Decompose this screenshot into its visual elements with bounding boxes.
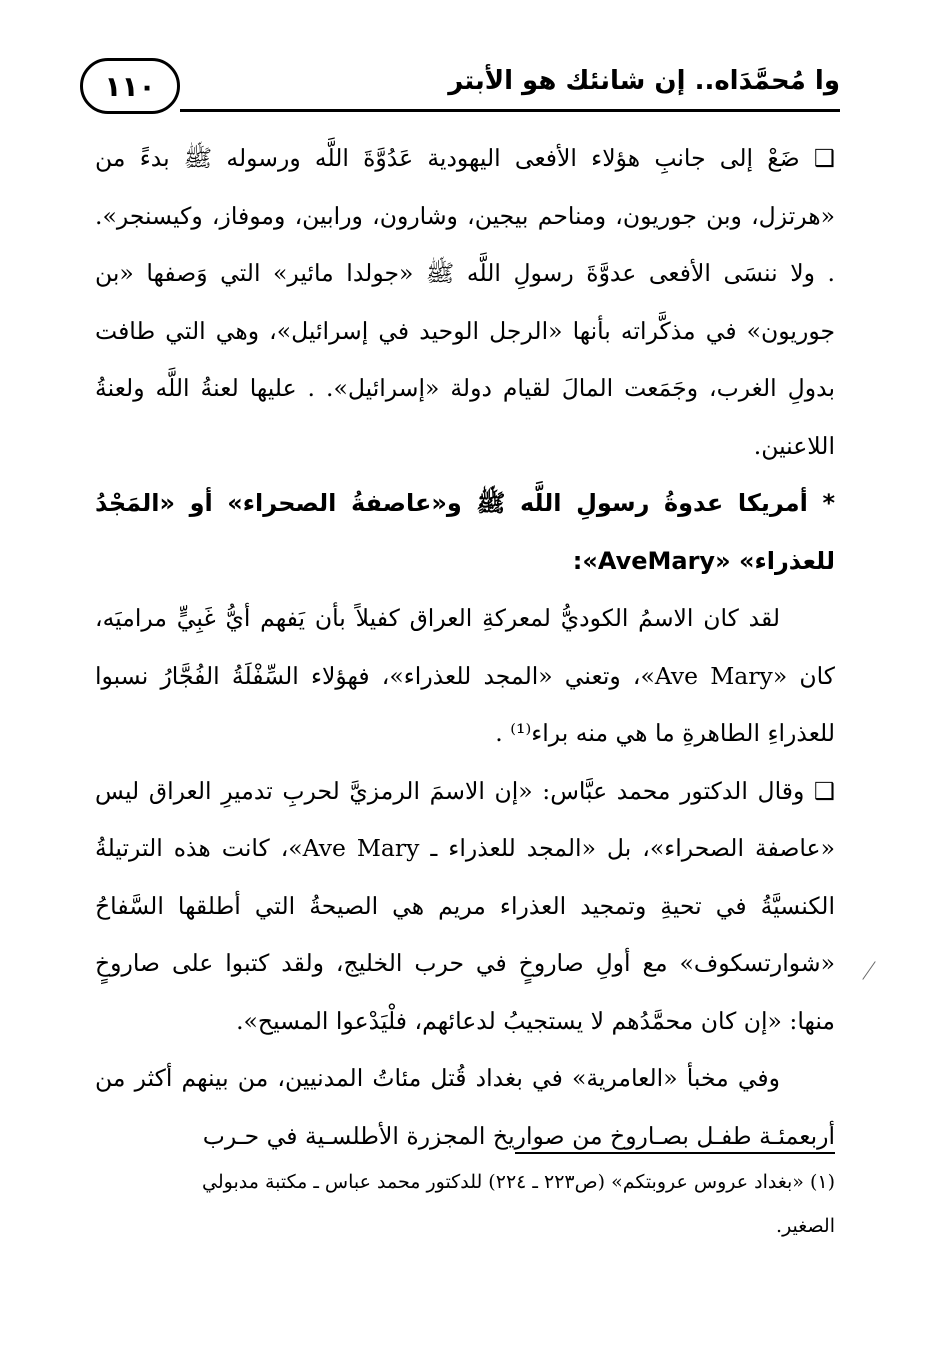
text-line: وكيسنجر». . ولا ننسَى الأفعى عدوَّةَ رسولِ اللَّه ﷺ «جولدا مائير» التي: [95, 201, 835, 287]
text-line: لعنةُ اللَّه ولعنةُ اللاعنين.: [95, 374, 835, 460]
paragraph-3: [95, 590, 835, 763]
page-number: ١١٠: [104, 69, 156, 103]
heading-line: «AveMary»:: [572, 546, 731, 575]
text-line: من «هرتزل، وبن جوريون، ومناحم بيجين، وشارون، ورابين، وموفاز،: [95, 144, 835, 230]
text-line: وفي مخبأ «العامرية» في بغداد قُتل مئاتُ المدنيين، من بينهم أكثر من: [95, 1064, 780, 1092]
paragraph-5: [95, 1050, 835, 1165]
paragraph-1: [95, 130, 835, 475]
text-line: للعذراءِ الطاهرةِ ما هي منه براء⁽¹⁾ .: [495, 719, 835, 747]
text-line: السَّفاحُ «شوارتسكوف» مع أولِ صاروخٍ في حرب الخليج، ولقد كتبوا على: [95, 891, 835, 977]
text-line: هذه الترتيلةُ الكنسيَّةُ في تحيةِ وتمجيد العذراء مريم هي الصيحةُ التي أطلقها: [95, 834, 835, 920]
footnote-line: الصغير.: [776, 1215, 835, 1237]
text-line: التي طافت بدولِ الغرب، وجَمَعت المالَ لقيام دولة «إسرائيل». . عليها: [95, 316, 835, 402]
text-line: أربعمئـة طفـل بصـاروخ من صواريخ المجزرة الأطلسـية في حـرب: [202, 1121, 835, 1150]
text-line: كان «Ave Mary»، وتعني «المجد للعذراء»، فهؤلاء السِّفْلَةُ الفُجَّارُ نسبوا: [95, 661, 835, 690]
margin-mark: [862, 961, 875, 980]
text-line: لقد كان الاسمُ الكوديُّ لمعركةِ العراق كفيلاً بأن يَفهم أيُّ غَبِيٍّ مراميَه،: [95, 604, 780, 632]
text-line: وَصفها «بن جوريون» في مذكَّراته بأنها «الرجل الوحيد في إسرائيل»، وهي: [95, 259, 835, 345]
text-line: ❑ وقال الدكتور محمد عبَّاس: «إن الاسمَ الرمزيَّ لحربِ تدميرِ: [221, 776, 835, 805]
page-number-frame: [80, 58, 180, 114]
text-line: ❑ ضَعْ إلى جانبِ هؤلاء الأفعى اليهودية عَدُوَّةَ اللَّه ورسوله ﷺ بدءً: [139, 144, 835, 172]
footnote-line: (١) «بغداد عروس عروبتكم» (ص٢٢٣ ـ ٢٢٤) للدكتور محمد عباس ـ مكتبة مدبولي: [202, 1171, 835, 1193]
footnote: [95, 1160, 835, 1248]
footnote-rule: [515, 1152, 835, 1154]
text-line: صاروخٍ منها: «إن كان محمَّدُهم لا يستجيبُ لدعائهم، فلْيَدْعوا المسيح».: [95, 949, 835, 1035]
running-title: وا مُحمَّدَاه.. إن شانئك هو الأبتر: [448, 66, 840, 96]
page-header: [80, 58, 840, 114]
paragraph-4: [95, 763, 835, 1051]
body-text: [95, 130, 835, 1165]
text-line: العراق ليس «عاصفة الصحراء»، بل «المجد للعذراء ـ Ave Mary»، كانت: [95, 776, 835, 862]
header-rule: [180, 109, 840, 112]
heading-line: * أمريكا عدوةُ رسولِ اللَّه ﷺ و«عاصفةُ الصحراء» أو «المَجْدُ للعذراء»: [95, 489, 835, 575]
section-heading: [95, 475, 835, 590]
